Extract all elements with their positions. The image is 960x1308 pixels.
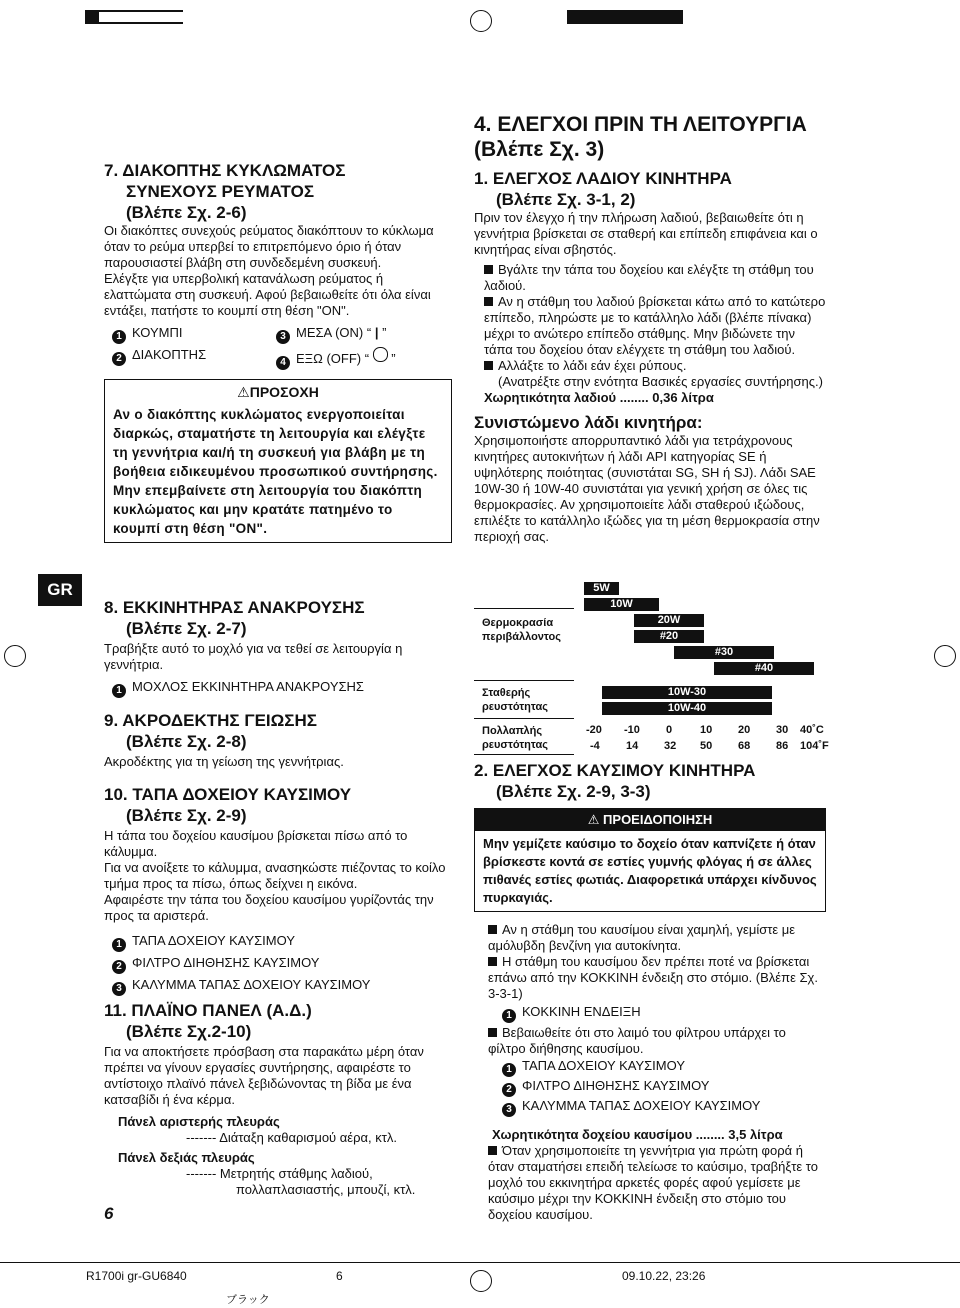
section-10-para-2: Για να ανοίξετε το κάλυμμα, ανασηκώστε πιέζοντας το κοίλο τμήμα προς τα πίσω, όπως δείχνει η εικόνα. (104, 860, 446, 891)
registration-mark-right (934, 645, 956, 667)
bar-20: #20 (634, 630, 704, 643)
section-10-item-1: 1 ΤΑΠΑ ΔΟΧΕΙΟΥ ΚΑΥΣΙΜΟΥ (112, 930, 452, 952)
right-panel-title: Πάνελ δεξιάς πλευράς (118, 1150, 255, 1165)
item-button: 1 ΚΟΥΜΠΙ (112, 325, 182, 344)
section-10-title: 10. ΤΑΠΑ ΔΟΧΕΙΟΥ ΚΑΥΣΙΜΟΥ (104, 785, 352, 804)
subsection-1-title: 1. ΕΛΕΓΧΟΣ ΛΑΔΙΟΥ ΚΙΝΗΤΗΡΑ (474, 169, 732, 188)
caution-box (104, 379, 452, 543)
recommended-oil-title: Συνιστώμενο λάδι κινητήρα: (474, 413, 703, 432)
bullet-icon (484, 265, 493, 274)
item-switch: 2 ΔΙΑΚΟΠΤΗΣ (112, 347, 206, 366)
bar-10w: 10W (584, 598, 659, 611)
celsius-tick: -20 (586, 724, 602, 736)
fuel-item-1: 1 ΤΑΠΑ ΔΟΧΕΙΟΥ ΚΑΥΣΙΜΟΥ (502, 1057, 826, 1077)
bar-30: #30 (674, 646, 774, 659)
oil-viscosity-chart (474, 580, 829, 755)
section-10-ref: (Βλέπε Σχ. 2-9) (126, 806, 247, 825)
fuel-bullet-1: Αν η στάθμη του καυσίμου είναι χαμηλή, γεμίστε με αμόλυβδη βενζίνη για αυτοκίνητα. (488, 922, 796, 953)
section-10-item-3: 3 ΚΑΛΥΜΜΑ ΤΑΠΑΣ ΔΟΧΕΙΟΥ ΚΑΥΣΙΜΟΥ (112, 974, 452, 996)
caution-text: Αν ο διακόπτης κυκλώματος ενεργοποιείται διαρκώς, σταματήστε τη λειτουργία και ελέγξτε τη γεννήτρια και/ή τη συσκευή για βλάβη με τη βοήθεια ειδικευμένου προσωπικού συντήρησης. Μην επεμβαίνετε στη λειτουργία του διακόπτη κυκλώματος και μην κρατάτε πατημένο το κουμπί στη θέση "ON". (113, 407, 438, 536)
left-panel-text: ------- Διάταξη καθαρισμού αέρα, κτλ. (186, 1130, 397, 1145)
right-panel-text-2: πολλαπλασιαστής, μπουζί, κτλ. (236, 1182, 416, 1197)
section-4-title: 4. ΕΛΕΓΧΟΙ ΠΡΙΝ ΤΗ ΛΕΙΤΟΥΡΓΙΑ (474, 113, 807, 136)
celsius-tick: 10 (700, 724, 713, 736)
bullet-icon (488, 925, 497, 934)
caution-header (105, 380, 451, 401)
bar-20w: 20W (634, 614, 704, 627)
section-9 (104, 710, 452, 770)
footer-rule (0, 1262, 960, 1263)
bar-10w40: 10W-40 (602, 702, 772, 715)
fuel-warning-header (475, 809, 825, 831)
item-on: 3 ΜΕΣΑ (ON) “ | ” (276, 325, 386, 344)
fahrenheit-tick: 14 (626, 740, 639, 752)
section-9-title: 9. ΑΚΡΟΔΕΚΤΗΣ ΓΕΙΩΣΗΣ (104, 711, 317, 730)
bullet-icon (484, 297, 493, 306)
bullet-icon (484, 361, 493, 370)
registration-mark-left (4, 645, 26, 667)
section-11-title: 11. ΠΛΑΪΝΟ ΠΑΝΕΛ (Α.Δ.) (104, 1001, 312, 1020)
bullet-icon (488, 957, 497, 966)
bullet-icon (488, 1146, 497, 1155)
section-4 (474, 112, 826, 545)
celsius-tick: 40˚C (800, 724, 824, 736)
fuel-item-2: 2 ΦΙΛΤΡΟ ΔΙΗΘΗΣΗΣ ΚΑΥΣΙΜΟΥ (502, 1077, 826, 1097)
chart-divider-1 (474, 680, 574, 681)
fuel-title: 2. ΕΛΕΓΧΟΣ ΚΑΥΣΙΜΟΥ ΚΙΝΗΤΗΡΑ (474, 761, 756, 780)
oil-bullet-1: Βγάλτε την τάπα του δοχείου και ελέγξτε τη στάθμη του λαδιού. (484, 262, 814, 293)
section-11-para: Για να αποκτήσετε πρόσβαση στα παρακάτω μέρη όταν πρέπει να γίνουν εργασίες συντήρησης, αφαιρέστε το αντίστοιχο πλαϊνό πάνελ ξεβιδώνοντας τη βίδα με ένα κατσαβίδι ή ένα κέρμα. (104, 1044, 424, 1107)
subsection-1-ref: (Βλέπε Σχ. 3-1, 2) (496, 190, 636, 209)
fuel-item-3: 3 ΚΑΛΥΜΜΑ ΤΑΠΑΣ ΔΟΧΕΙΟΥ ΚΑΥΣΙΜΟΥ (502, 1097, 826, 1117)
chart-divider-3 (474, 754, 574, 755)
section-7-para-1: Οι διακόπτες συνεχούς ρεύματος διακόπτουν το κύκλωμα όταν το ρεύμα υπερβεί το επιτρεπόμενο όριο ή όταν παρουσιαστεί βλάβη στη συνδεδεμένη συσκευή. (104, 223, 434, 270)
bar-5w: 5W (584, 582, 619, 595)
fuel-warning-box (474, 808, 826, 912)
fahrenheit-tick: -4 (590, 740, 600, 752)
celsius-tick: 0 (666, 724, 673, 736)
fuel-ref: (Βλέπε Σχ. 2-9, 3-3) (496, 782, 651, 801)
fahrenheit-tick: 50 (700, 740, 713, 752)
subsection-1-para: Πριν τον έλεγχο ή την πλήρωση λαδιού, βεβαιωθείτε ότι η γεννήτρια βρίσκεται σε σταθερή και επίπεδη επιφάνεια και ο κινητήρας είναι σβηστός. (474, 210, 818, 257)
section-8 (104, 597, 452, 698)
chart-label-const: Σταθερής ρευστότητας (482, 687, 548, 713)
fuel-warning-title: ΠΡΟΕΙΔΟΠΟΙΗΣΗ (603, 812, 713, 827)
language-tab (38, 574, 82, 606)
recommended-oil-para: Χρησιμοποιήστε απορρυπαντικό λάδι για τετράχρονους κινητήρες αυτοκινήτων ή λάδι API κατηγορίας SE ή υψηλότερης ποιότητας (συνιστάται SG, SH ή SJ). Λάδι SAE 10W-30 ή 10W-40 συνιστάται για γενική χρήση σε όλες τις θερμοκρασίες. Αν χρησιμοποιείτε λάδι σταθερού ιξώδους, επιλέξτε το κατάλληλο ιξώδες για τη μέση θερμοκρασία στην περιοχή σας. (474, 433, 820, 544)
oil-bullet-3: Αλλάξτε το λάδι εάν έχει ρύπους. (474, 358, 826, 374)
section-7-para-2: Ελέγξτε για υπερβολική κατανάλωση ρεύματος ή ελαττώματα στη συσκευή. Αφού βεβαιωθείτε ότι όλα είναι εντάξει, πατήστε το κουμπί στη θέση "ON". (104, 271, 431, 318)
language-tab-label: GR (47, 580, 73, 599)
right-panel-text-1: ------- Μετρητής στάθμης λαδιού, (186, 1166, 373, 1181)
section-7-title-1: 7. ΔΙΑΚΟΠΤΗΣ ΚΥΚΛΩΜΑΤΟΣ (104, 161, 346, 180)
section-9-ref: (Βλέπε Σχ. 2-8) (126, 732, 247, 751)
chart-label-temp: Θερμοκρασία περιβάλλοντος (482, 617, 561, 643)
fahrenheit-tick: 68 (738, 740, 751, 752)
celsius-tick: -10 (624, 724, 640, 736)
footer-page: 6 (336, 1269, 343, 1283)
caution-title: ΠΡΟΣΟΧΗ (249, 384, 319, 400)
celsius-tick: 20 (738, 724, 751, 736)
bullet-icon (488, 1028, 497, 1037)
fuel-bullet-4: Όταν χρησιμοποιείτε τη γεννήτρια για πρώτη φορά ή όταν σταματήσει επειδή τελείωσε το καύσιμο, τραβήξτε το μοχλό του εκκινητήρα αρκετές φορές αφού γεμίσετε με καύσιμο μέχρι την ΚΟΚΚΙΝΗ ένδειξη στο στόμιο του δοχείου καυσίμου. (488, 1143, 818, 1222)
section-10-item-2: 2 ΦΙΛΤΡΟ ΔΙΗΘΗΣΗΣ ΚΑΥΣΙΜΟΥ (112, 952, 452, 974)
left-panel-title: Πάνελ αριστερής πλευράς (118, 1114, 280, 1129)
celsius-tick: 30 (776, 724, 789, 736)
fahrenheit-tick: 86 (776, 740, 789, 752)
crop-mark-top-bar-left-inner (98, 12, 183, 22)
page-number: 6 (104, 1204, 114, 1223)
fuel-bullet-2: Η στάθμη του καυσίμου δεν πρέπει ποτέ να βρίσκεται επάνω από την ΚΟΚΚΙΝΗ ένδειξη στο στόμιο. (Βλέπε Σχ. 3-3-1) (488, 954, 818, 1001)
section-10-para-1: Η τάπα του δοχείου καυσίμου βρίσκεται πίσω από το κάλυμμα. (104, 828, 408, 859)
section-7-title-2: ΣΥΝΕΧΟΥΣ ΡΕΥΜΑΤΟΣ (126, 182, 315, 201)
oil-capacity: Χωρητικότητα λαδιού ........ 0,36 λίτρα (484, 390, 714, 405)
fahrenheit-tick: 104˚F (800, 740, 829, 752)
section-9-para: Ακροδέκτης για τη γείωση της γεννήτριας. (104, 754, 344, 769)
fuel-item-red: 1 ΚΟΚΚΙΝΗ ΕΝΔΕΙΞΗ (474, 1004, 826, 1023)
section-7 (104, 160, 452, 543)
fuel-bullet-3: Βεβαιωθείτε ότι στο λαιμό του φίλτρου υπάρχει το φίλτρο διήθησης καυσίμου. (488, 1025, 786, 1056)
bar-10w30: 10W-30 (602, 686, 772, 699)
item-off: 4 ΕΞΩ (OFF) “ ” (276, 347, 396, 370)
section-11 (104, 1000, 452, 1198)
registration-mark-bottom (470, 1270, 492, 1292)
section-8-item: 1 ΜΟΧΛΟΣ ΕΚΚΙΝΗΤΗΡΑ ΑΝΑΚΡΟΥΣΗΣ (104, 679, 452, 698)
crop-mark-top-bar-right (567, 10, 683, 24)
section-7-items (104, 325, 452, 369)
fahrenheit-tick: 32 (664, 740, 677, 752)
section-8-ref: (Βλέπε Σχ. 2-7) (126, 619, 247, 638)
footer-date: 09.10.22, 23:26 (622, 1269, 706, 1283)
section-8-title: 8. ΕΚΚΙΝΗΤΗΡΑΣ ΑΝΑΚΡΟΥΣΗΣ (104, 598, 365, 617)
section-4-ref: (Βλέπε Σχ. 3) (474, 138, 605, 161)
bar-40: #40 (714, 662, 814, 675)
oil-bullet-3-note: (Ανατρέξτε στην ενότητα Βασικές εργασίες συντήρησης.) (498, 374, 823, 389)
chart-label-multi: Πολλαπλής ρευστότητας (482, 725, 548, 751)
section-10-items (104, 930, 452, 996)
off-circle-icon (373, 347, 388, 362)
chart-divider-2 (474, 718, 574, 719)
fuel-capacity: Χωρητικότητα δοχείου καυσίμου ........ 3,5 λίτρα (492, 1127, 783, 1142)
warning-triangle-icon: ⚠ (587, 812, 604, 827)
section-11-ref: (Βλέπε Σχ.2-10) (126, 1022, 252, 1041)
registration-mark-top (470, 10, 492, 32)
oil-bullet-2: Αν η στάθμη του λαδιού βρίσκεται κάτω από το κατώτερο επίπεδο, πληρώστε με το κατάλληλο λάδι (βλέπε πίνακα) μέχρι το ανώτερο επίπεδο στάθμης. Μην βιδώνετε την τάπα του δοχείου όταν ελέγχετε τη στάθμη του λαδιού. (484, 294, 826, 357)
section-10-para-3: Αφαιρέστε την τάπα του δοχείου καυσίμου γυρίζοντάς την προς τα αριστερά. (104, 892, 434, 923)
section-10 (104, 784, 452, 996)
fuel-warning-text: Μην γεμίζετε καύσιμο το δοχείο όταν καπνίζετε ή όταν βρίσκεστε κοντά σε εστίες γυμνής φλόγας ή σε άλλες πιθανές εστίες φωτιάς. Διαφορετικά υπάρχει κίνδυνος πυρκαγιάς. (483, 836, 817, 905)
fuel-items (474, 1057, 826, 1117)
warning-triangle-icon: ⚠ (237, 384, 250, 400)
footer-color: ブラック (226, 1294, 270, 1306)
section-fuel (474, 760, 826, 1223)
section-7-ref: (Βλέπε Σχ. 2-6) (126, 203, 247, 222)
section-8-para: Τραβήξτε αυτό το μοχλό για να τεθεί σε λειτουργία η γεννήτρια. (104, 641, 403, 672)
footer-file: R1700i gr-GU6840 (86, 1269, 187, 1283)
